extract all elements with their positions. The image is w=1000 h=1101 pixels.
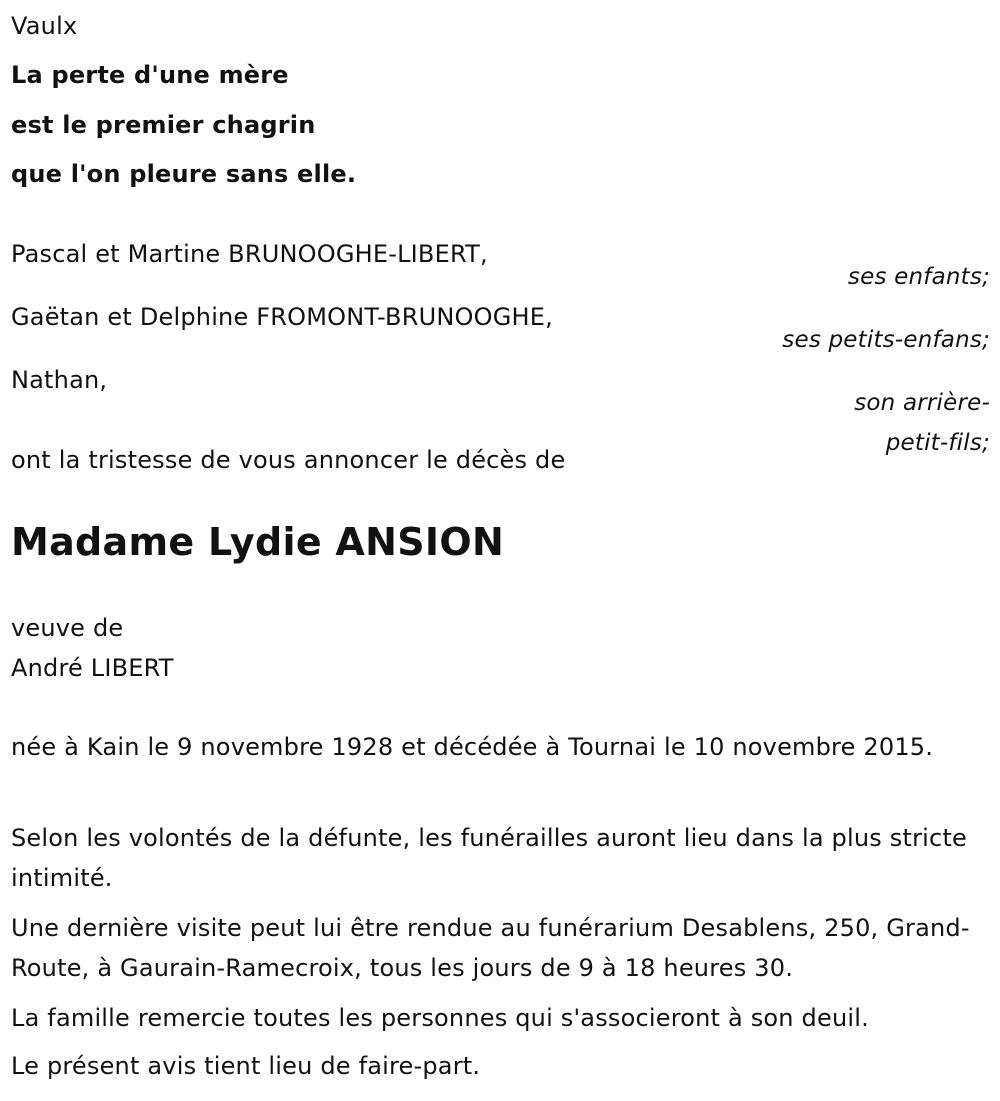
thanks-paragraph: La famille remercie toutes les personnes qui s'associeront à son deuil.: [11, 1004, 869, 1032]
announcement-text: ont la tristesse de vous annoncer le décès de: [11, 446, 566, 474]
poem-line-3: que l'on pleure sans elle.: [11, 160, 357, 188]
family-children-names: Pascal et Martine BRUNOOGHE-LIBERT,: [11, 240, 488, 268]
birth-death-paragraph: née à Kain le 9 novembre 1928 et décédée à Tournai le 10 novembre 2015.: [11, 733, 934, 761]
poem-line-2: est le premier chagrin: [11, 111, 316, 139]
funeral-paragraph: Selon les volontés de la défunte, les funérailles auront lieu dans la plus stricte intimité.: [11, 824, 968, 892]
visit-paragraph: Une dernière visite peut lui être rendue au funérarium Desablens, 250, Grand-Route, à Gaurain-Ramecroix, tous les jours de 9 à 18 heures 30.: [11, 914, 970, 982]
poem-line-1: La perte d'une mère: [11, 61, 289, 89]
family-children-relation: ses enfants;: [847, 264, 990, 290]
family-greatgrandchild-names: Nathan,: [11, 366, 108, 394]
deceased-name: Madame Lydie ANSION: [11, 520, 505, 564]
family-greatgrandchild-relation-line-2: petit-fils;: [885, 430, 990, 456]
family-grandchildren-names: Gaëtan et Delphine FROMONT-BRUNOOGHE,: [11, 303, 553, 331]
family-grandchildren-relation: ses petits-enfans;: [782, 327, 990, 353]
location-text: Vaulx: [11, 12, 78, 40]
family-greatgrandchild-relation-line-1: son arrière-: [854, 390, 990, 416]
widow-of-label: veuve de: [11, 614, 124, 642]
faire-part-paragraph: Le présent avis tient lieu de faire-part.: [11, 1052, 481, 1080]
spouse-name: André LIBERT: [11, 654, 174, 682]
